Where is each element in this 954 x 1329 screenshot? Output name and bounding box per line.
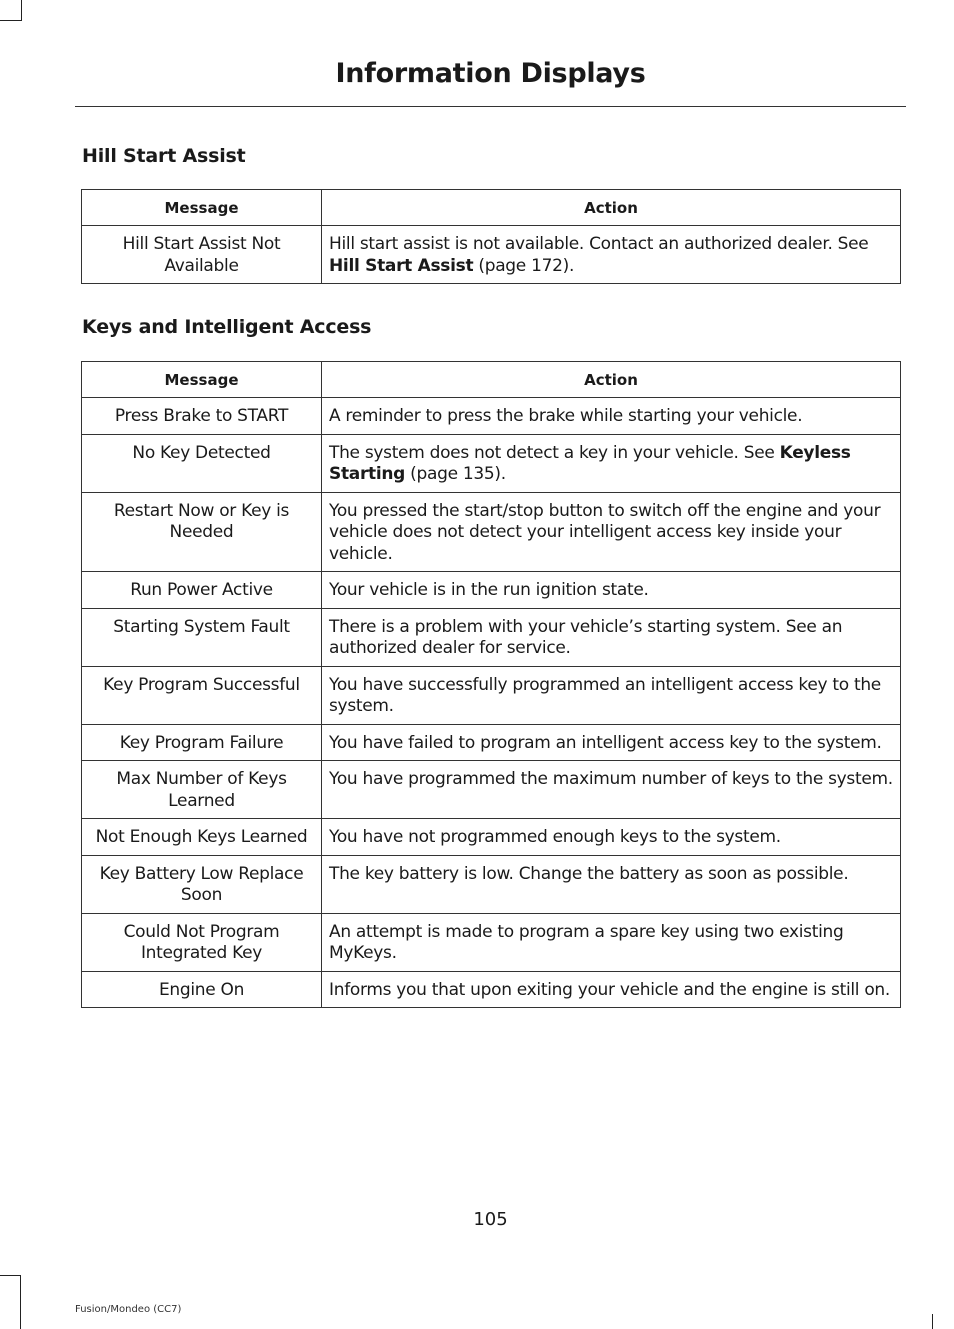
keys-and-intelligent-access-table <box>81 361 901 1008</box>
crop-mark-top-left-h <box>0 20 21 21</box>
page-reference: (page 172). <box>473 255 575 276</box>
message-cell: Restart Now or Key is Needed <box>82 492 322 572</box>
table-row <box>82 724 901 761</box>
table-row <box>82 398 901 435</box>
message-cell: Max Number of Keys Learned <box>82 761 322 819</box>
message-cell: Key Battery Low Replace Soon <box>82 855 322 913</box>
table-row <box>82 608 901 666</box>
table-row <box>82 434 901 492</box>
action-text: Hill start assist is not available. Contact an authorized dealer. See <box>329 234 869 254</box>
action-cell <box>322 666 901 724</box>
action-cell <box>322 572 901 609</box>
action-text: Your vehicle is in the run ignition state. <box>329 580 649 600</box>
cross-reference-link: Hill Start Assist <box>329 255 474 276</box>
section-heading-hill-start-assist: Hill Start Assist <box>82 145 246 167</box>
action-cell <box>322 971 901 1008</box>
action-text: You have successfully programmed an intelligent access key to the system. <box>329 674 881 716</box>
title-divider <box>75 106 906 107</box>
column-header-message: Message <box>82 190 322 226</box>
table-header-row <box>82 190 901 226</box>
action-text: You have failed to program an intelligent access key to the system. <box>329 732 882 753</box>
action-text: An attempt is made to program a spare key using two existing MyKeys. <box>329 921 844 963</box>
table-row <box>82 226 901 284</box>
column-header-message: Message <box>82 362 322 398</box>
action-cell <box>322 913 901 971</box>
action-text: There is a problem with your vehicle’s starting system. See an authorized dealer for service. <box>329 616 843 658</box>
message-cell: Starting System Fault <box>82 608 322 666</box>
action-cell <box>322 492 901 572</box>
page-number: 105 <box>473 1209 508 1230</box>
action-cell <box>322 226 901 284</box>
message-cell: Key Program Failure <box>82 724 322 761</box>
action-text: A reminder to press the brake while starting your vehicle. <box>329 406 803 426</box>
column-header-action: Action <box>322 362 901 398</box>
page-title: Information Displays <box>335 58 646 89</box>
crop-mark-bottom-left-h <box>0 1275 21 1276</box>
footer-model-name: Fusion/Mondeo (CC7) <box>75 1304 182 1315</box>
action-cell <box>322 434 901 492</box>
message-cell: Hill Start Assist Not Available <box>82 226 322 284</box>
hill-start-assist-table <box>81 189 901 284</box>
table-header-row <box>82 362 901 398</box>
table-row <box>82 492 901 572</box>
action-text: You have programmed the maximum number of keys to the system. <box>329 769 893 789</box>
action-text: Informs you that upon exiting your vehicle and the engine is still on. <box>329 979 891 1000</box>
table-row <box>82 971 901 1008</box>
action-cell <box>322 855 901 913</box>
table-row <box>82 819 901 856</box>
action-cell <box>322 608 901 666</box>
action-text: You pressed the start/stop button to switch off the engine and your vehicle does not detect your intelligent access key inside your vehicle. <box>329 500 881 564</box>
message-cell: Could Not Program Integrated Key <box>82 913 322 971</box>
table-row <box>82 572 901 609</box>
action-cell <box>322 724 901 761</box>
table-row <box>82 666 901 724</box>
table-row <box>82 913 901 971</box>
action-text: The key battery is low. Change the battery as soon as possible. <box>329 863 849 884</box>
section-heading-keys-and-intelligent-access: Keys and Intelligent Access <box>82 316 372 338</box>
crop-mark-top-left-v <box>21 0 22 21</box>
action-cell <box>322 398 901 435</box>
message-cell: Press Brake to START <box>82 398 322 435</box>
column-header-action: Action <box>322 190 901 226</box>
table-row <box>82 761 901 819</box>
message-cell: Engine On <box>82 971 322 1008</box>
crop-mark-bottom-left-v <box>20 1276 21 1329</box>
action-cell <box>322 761 901 819</box>
cross-reference-link: Keyless Starting <box>329 442 851 484</box>
message-cell: Not Enough Keys Learned <box>82 819 322 856</box>
message-cell: Key Program Successful <box>82 666 322 724</box>
action-cell <box>322 819 901 856</box>
action-text: The system does not detect a key in your vehicle. See <box>329 442 780 463</box>
action-text: You have not programmed enough keys to the system. <box>329 827 781 847</box>
table-row <box>82 855 901 913</box>
page-reference: (page 135). <box>405 464 506 484</box>
message-cell: Run Power Active <box>82 572 322 609</box>
crop-mark-bottom-right-v <box>932 1314 933 1329</box>
message-cell: No Key Detected <box>82 434 322 492</box>
